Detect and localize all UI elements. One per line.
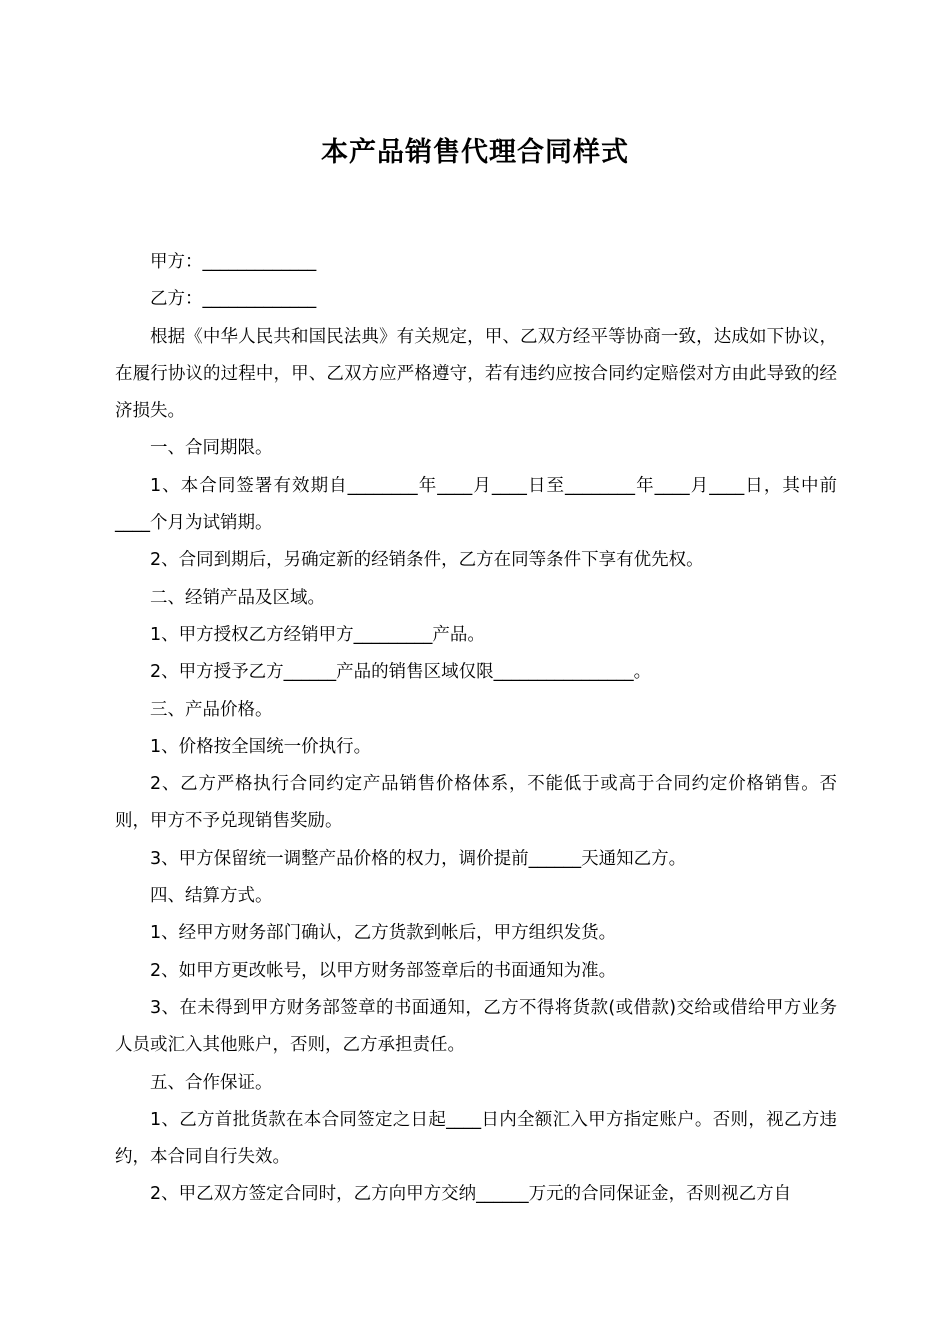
clause-4-1: 1、经甲方财务部门确认，乙方货款到帐后，甲方组织发货。 xyxy=(150,923,617,944)
section-heading-products-region: 二、经销产品及区域。 xyxy=(150,587,325,608)
clause-3-3: 3、甲方保留统一调整产品价格的权力，调价提前______天通知乙方。 xyxy=(150,848,687,869)
document-body xyxy=(115,244,837,1214)
clause-4-2: 2、如甲方更改帐号，以甲方财务部签章后的书面通知为准。 xyxy=(150,960,617,981)
section-heading-guarantee: 五、合作保证。 xyxy=(150,1072,273,1093)
section-heading-term: 一、合同期限。 xyxy=(150,438,273,459)
preamble-paragraph: 根据《中华人民共和国民法典》有关规定，甲、乙双方经平等协商一致，达成如下协议，在履行协议的过程中，甲、乙双方应严格遵守，若有违约应按合同约定赔偿对方由此导致的经济损失。 xyxy=(115,326,837,422)
clause-4-3: 3、在未得到甲方财务部签章的书面通知，乙方不得将货款(或借款)交给或借给甲方业务人员或汇入其他账户，否则，乙方承担责任。 xyxy=(115,997,837,1056)
party-a-line: 甲方：_____________ xyxy=(150,252,317,272)
clause-5-2: 2、甲乙双方签定合同时，乙方向甲方交纳______万元的合同保证金，否则视乙方自 xyxy=(150,1184,792,1205)
party-b-line: 乙方：_____________ xyxy=(150,289,317,310)
clause-2-1: 1、甲方授权乙方经销甲方_________产品。 xyxy=(150,624,485,645)
clause-2-2: 2、甲方授予乙方______产品的销售区域仅限________________。 xyxy=(150,662,652,683)
clause-3-1: 1、价格按全国统一价执行。 xyxy=(150,736,372,757)
clause-1-2: 2、合同到期后，另确定新的经销条件，乙方在同等条件下享有优先权。 xyxy=(150,550,704,571)
document-title: 本产品销售代理合同样式 xyxy=(321,137,629,168)
section-heading-price: 三、产品价格。 xyxy=(150,699,273,720)
clause-1-1: 1、本合同签署有效期自________年____月____日至________年____月____日，其中前____个月为试销期。 xyxy=(115,475,837,534)
section-heading-settlement: 四、结算方式。 xyxy=(150,886,273,907)
clause-5-1: 1、乙方首批货款在本合同签定之日起____日内全额汇入甲方指定账户。否则，视乙方违约，本合同自行失效。 xyxy=(115,1109,837,1168)
clause-3-2: 2、乙方严格执行合同约定产品销售价格体系，不能低于或高于合同约定价格销售。否则，甲方不予兑现销售奖励。 xyxy=(115,774,837,832)
